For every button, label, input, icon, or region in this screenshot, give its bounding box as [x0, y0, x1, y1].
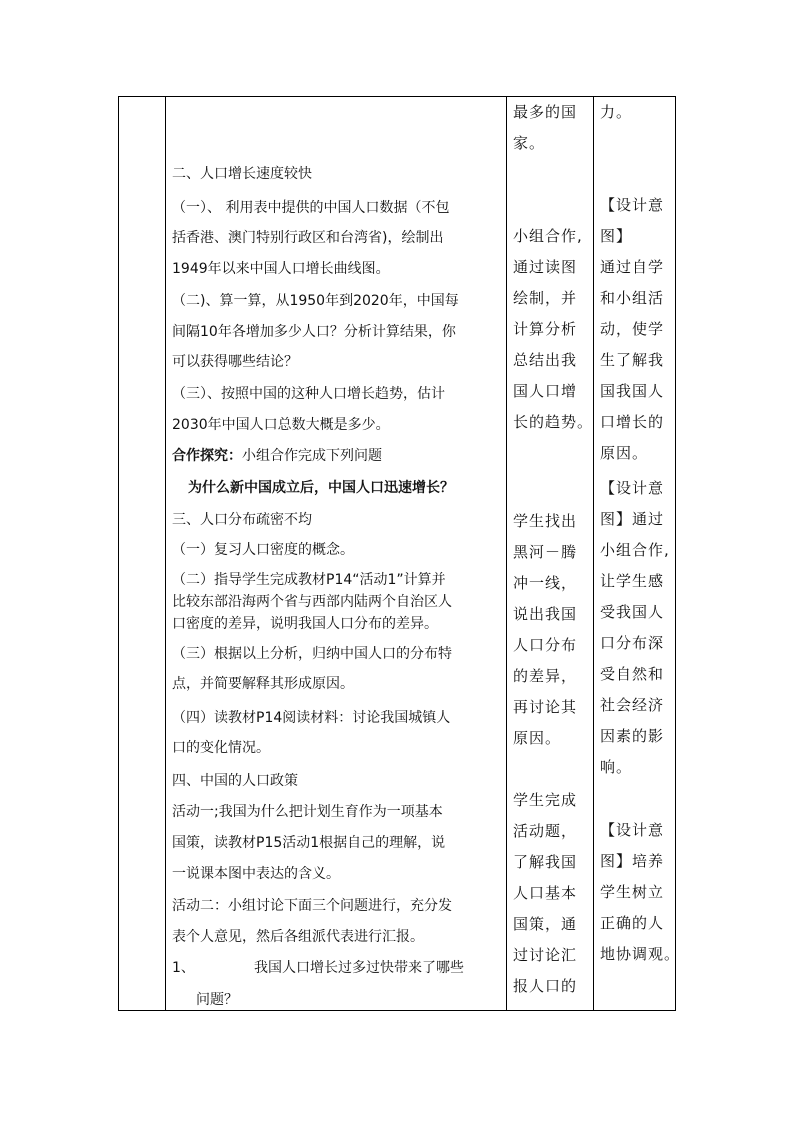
item-3-3-line-2: 点，并简要解释其形成原因。: [172, 676, 354, 692]
design-intent-line: 小组合作,: [600, 541, 670, 559]
student-activity-line: 报人口的: [513, 977, 578, 995]
student-activity-line: 小组合作,: [513, 227, 583, 245]
design-intent-line: 学生树立: [600, 883, 665, 901]
design-intent-line: 【设计意: [600, 196, 665, 214]
item-3-2-line-1: （二）指导学生完成教材P14“活动1”计算并: [172, 572, 446, 588]
section-heading-4: 四、中国的人口政策: [172, 773, 298, 789]
student-activity-line: 过讨论汇: [513, 946, 578, 964]
item-2-1-line-2: 括香港、澳门特别行政区和台湾省)，绘制出: [172, 230, 444, 246]
design-intent-line: 和小组活: [600, 289, 665, 307]
design-intent-block-3: [600, 815, 681, 970]
activity-2-line-1: 活动二：小组讨论下面三个问题进行，充分发: [172, 898, 452, 914]
design-intent-line: 因素的影: [600, 727, 665, 745]
design-intent-line: 通过自学: [600, 258, 665, 276]
design-intent-line: 社会经济: [600, 696, 665, 714]
question-1-text: 我国人口增长过多过快带来了哪些: [254, 960, 464, 976]
student-activity-line: 长的趋势。: [513, 413, 594, 431]
question-1-continued: 问题？: [196, 992, 238, 1008]
design-intent-line: 图】: [600, 227, 633, 245]
item-3-4-line-2: 口的变化情况。: [172, 740, 270, 756]
design-intent-line: 响。: [600, 758, 633, 776]
item-2-1-line-1: （一）、 利用表中提供的中国人口数据（不包: [172, 200, 450, 216]
item-3-1: （一）复习人口密度的概念。: [172, 542, 354, 558]
design-intent-line: 正确的人: [600, 914, 665, 932]
student-activity-line: 总结出我: [513, 351, 578, 369]
design-intent-top: [600, 97, 674, 128]
student-activity-line: 学生完成: [513, 791, 578, 809]
design-intent-line: 地协调观。: [600, 945, 681, 963]
student-activity-block-2: [513, 506, 591, 754]
design-intent-line: 原因。: [600, 444, 649, 462]
design-intent-line: 口增长的: [600, 413, 665, 431]
cooperative-inquiry-text: 小组合作完成下列问题: [242, 448, 382, 464]
student-activity-block-3: [513, 785, 591, 1002]
design-intent-line: 让学生感: [600, 572, 665, 590]
design-intent-line: 图】通过: [600, 510, 665, 528]
activity-1-line-3: 一说课本图中表达的含义。: [172, 866, 340, 882]
student-activity-line: 国人口增: [513, 382, 578, 400]
item-3-2-line-3: 口密度的差异，说明我国人口分布的差异。: [172, 616, 438, 632]
cooperative-question: 为什么新中国成立后，中国人口迅速增长？: [188, 480, 454, 496]
cooperative-inquiry-label: 合作探究：: [172, 448, 242, 464]
item-2-2-line-3: 可以获得哪些结论？: [172, 354, 298, 370]
design-intent-block-1: [600, 190, 674, 469]
item-2-3-line-1: （三）、按照中国的这种人口增长趋势，估计: [172, 386, 445, 402]
column-divider-3: [593, 97, 594, 1010]
student-activity-line: 绘制，并: [513, 289, 578, 307]
design-intent-line: 口分布深: [600, 634, 665, 652]
design-intent-line: 【设计意: [600, 821, 665, 839]
item-2-2-line-1: （二)、算一算，从1950年到2020年，中国每: [172, 293, 459, 309]
activity-1-line-2: 国策，读教材P15活动1根据自己的理解，说: [172, 835, 446, 851]
cooperative-inquiry: [172, 441, 502, 471]
design-intent-line: 受自然和: [600, 665, 665, 683]
design-intent-line: 受我国人: [600, 603, 665, 621]
student-activity-line: 人口分布: [513, 636, 578, 654]
design-intent-block-2: [600, 473, 674, 783]
student-activity-line: 计算分析: [513, 320, 578, 338]
student-activity-top: [513, 97, 591, 159]
design-intent-line: 动，使学: [600, 320, 665, 338]
design-intent-line: 国我国人: [600, 382, 665, 400]
item-3-4-line-1: （四）读教材P14阅读材料：讨论我国城镇人: [172, 710, 451, 726]
column-divider-2: [506, 97, 507, 1010]
item-2-3-line-2: 2030年中国人口总数大概是多少。: [172, 417, 390, 433]
lesson-table: [118, 96, 681, 1011]
student-activity-line: 人口基本: [513, 884, 578, 902]
item-3-2-line-2: 比较东部沿海两个省与西部内陆两个自治区人: [172, 594, 452, 610]
student-activity-line: 再讨论其: [513, 698, 578, 716]
student-activity-line: 学生找出: [513, 512, 578, 530]
student-activity-line: 说出我国: [513, 605, 578, 623]
student-activity-block-1: [513, 221, 594, 438]
student-activity-line: 的差异，: [513, 667, 578, 685]
student-activity-line: 冲一线，: [513, 574, 578, 592]
student-activity-line: 通过读图: [513, 258, 578, 276]
question-1-number: 1、: [172, 960, 195, 976]
item-2-2-line-2: 间隔10年各增加多少人口？分析计算结果，你: [172, 324, 456, 340]
student-activity-line: 国策，通: [513, 915, 578, 933]
design-intent-line: 【设计意: [600, 479, 665, 497]
student-activity-line: 原因。: [513, 729, 562, 747]
column-divider-1: [165, 97, 166, 1010]
item-3-3-line-1: （三）根据以上分析，归纳中国人口的分布特: [172, 646, 452, 662]
design-intent-line: 生了解我: [600, 351, 665, 369]
student-activity-line: 了解我国: [513, 853, 578, 871]
student-activity-top-line: 家。: [513, 134, 546, 152]
student-activity-line: 黑河－腾: [513, 543, 578, 561]
design-intent-line: 图】培养: [600, 852, 665, 870]
item-2-1-line-3: 1949年以来中国人口增长曲线图。: [172, 261, 390, 277]
section-heading-3: 三、人口分布疏密不均: [172, 512, 312, 528]
activity-1-line-1: 活动一;我国为什么把计划生育作为一项基本: [172, 804, 443, 820]
section-heading-2: 二、人口增长速度较快: [172, 166, 312, 182]
activity-2-line-2: 表个人意见，然后各组派代表进行汇报。: [172, 929, 424, 945]
design-intent-top-line: 力。: [600, 103, 633, 121]
student-activity-top-line: 最多的国: [513, 103, 578, 121]
student-activity-line: 活动题，: [513, 822, 578, 840]
